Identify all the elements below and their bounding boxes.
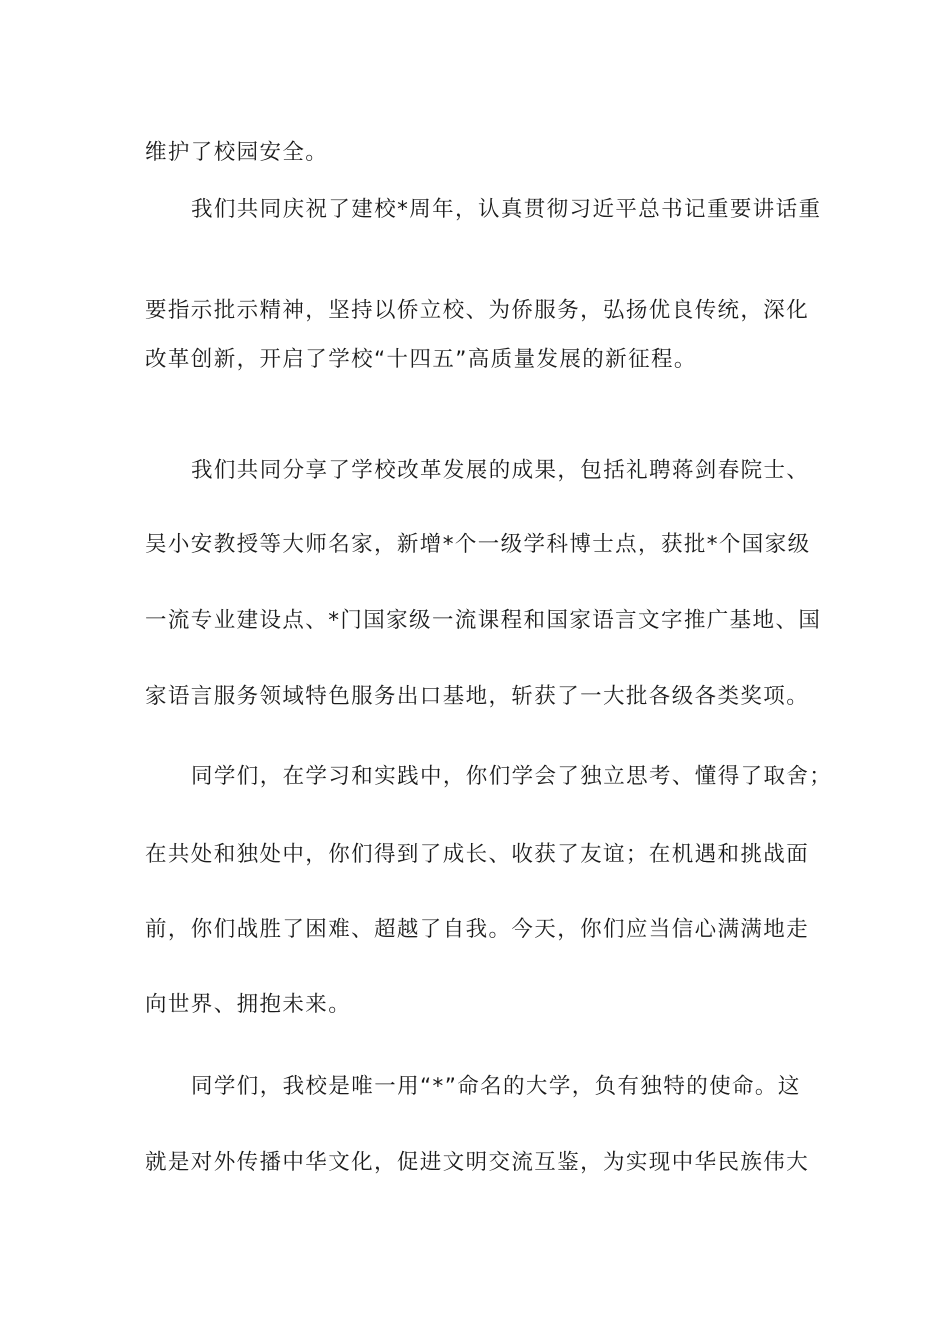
text-line: 吴小安教授等大师名家，新增*个一级学科博士点，获批*个国家级 <box>145 532 811 557</box>
text-line: 维护了校园安全。 <box>145 140 329 165</box>
paragraph-first-line: 我们共同分享了学校改革发展的成果，包括礼聘蒋剑春院士、 <box>191 458 810 483</box>
text-line: 家语言服务领域特色服务出口基地，斩获了一大批各级各类奖项。 <box>145 684 810 709</box>
text-line: 一流专业建设点、*门国家级一流课程和国家语言文字推广基地、国 <box>145 608 822 633</box>
text-line: 向世界、拥抱未来。 <box>145 992 352 1017</box>
text-line: 要指示批示精神，坚持以侨立校、为侨服务，弘扬优良传统，深化 <box>145 298 810 323</box>
paragraph-first-line: 同学们，我校是唯一用“*”命名的大学，负有独特的使命。这 <box>191 1074 801 1099</box>
text-line: 就是对外传播中华文化，促进文明交流互鉴，为实现中华民族伟大 <box>145 1150 810 1175</box>
paragraph-first-line: 同学们，在学习和实践中，你们学会了独立思考、懂得了取舍； <box>191 764 833 789</box>
text-line: 在共处和独处中，你们得到了成长、收获了友谊；在机遇和挑战面 <box>145 842 810 867</box>
paragraph-first-line: 我们共同庆祝了建校*周年，认真贯彻习近平总书记重要讲话重 <box>191 197 822 222</box>
text-line: 改革创新，开启了学校“十四五”高质量发展的新征程。 <box>145 347 697 372</box>
text-line: 前，你们战胜了困难、超越了自我。今天，你们应当信心满满地走 <box>145 917 810 942</box>
